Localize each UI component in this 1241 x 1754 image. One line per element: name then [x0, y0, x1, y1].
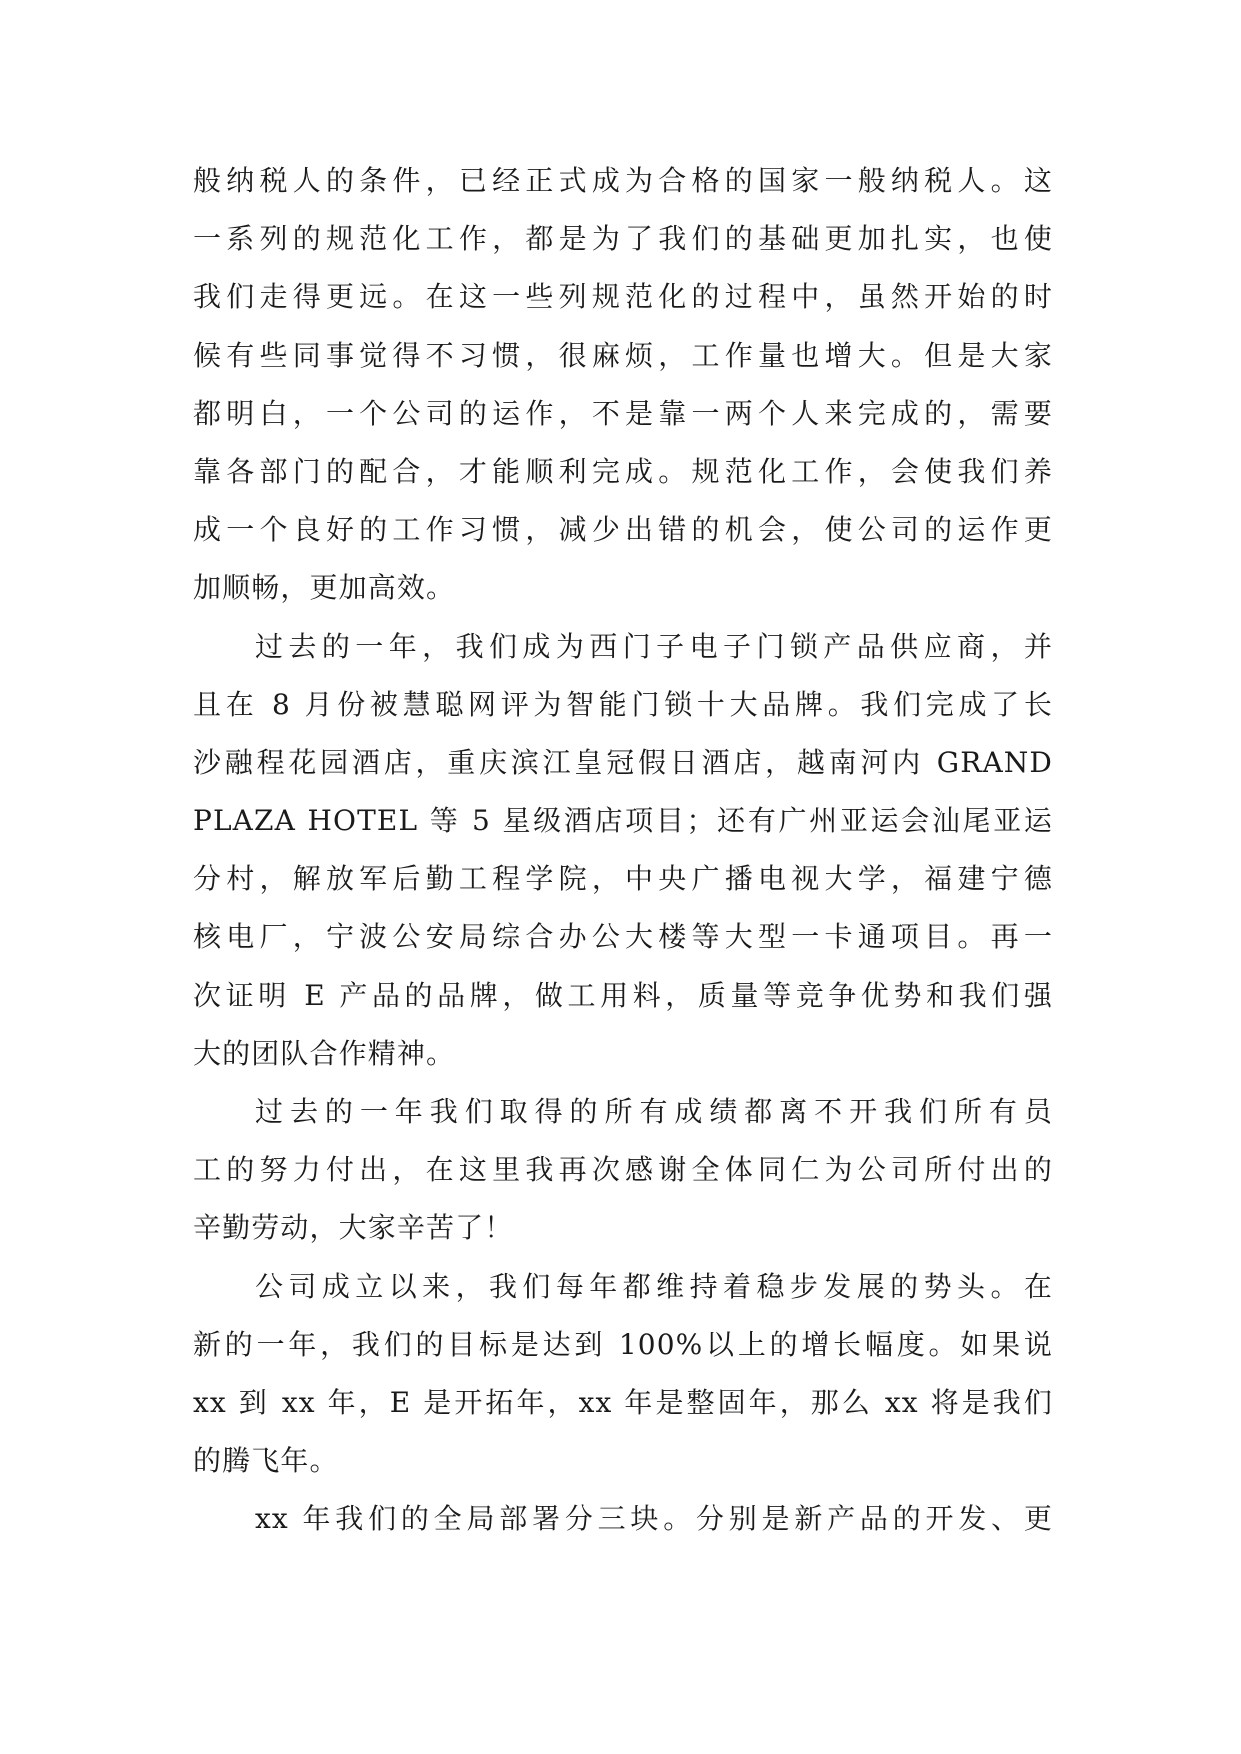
text-line: 加顺畅，更加高效。: [193, 571, 456, 605]
text-line: xx 年我们的全局部署分三块。分别是新产品的开发、更: [255, 1502, 1053, 1536]
text-line: 的腾飞年。: [193, 1444, 339, 1478]
text-line: 过去的一年，我们成为西门子电子门锁产品供应商，并: [255, 629, 1053, 663]
text-line: 过去的一年我们取得的所有成绩都离不开我们所有员: [255, 1095, 1053, 1128]
text-line: 靠各部门的配合，才能顺利完成。规范化工作，会使我们养: [193, 454, 1053, 488]
text-line: 一系列的规范化工作，都是为了我们的基础更加扎实，也使: [193, 222, 1053, 256]
text-line: 核电厂，宁波公安局综合办公大楼等大型一卡通项目。再一: [193, 920, 1053, 954]
text-line: PLAZA HOTEL 等 5 星级酒店项目；还有广州亚运会汕尾亚运: [193, 804, 1053, 838]
text-lines: [193, 152, 1053, 1549]
text-line: 我们走得更远。在这一些列规范化的过程中，虽然开始的时: [193, 280, 1053, 314]
text-line: 成一个良好的工作习惯，减少出错的机会，使公司的运作更: [193, 513, 1053, 547]
text-line: 大的团队合作精神。: [193, 1036, 456, 1070]
text-line: 辛勤劳动，大家辛苦了！: [193, 1211, 514, 1245]
document-body: [193, 152, 1053, 1549]
text-line: 且在 8 月份被慧聪网评为智能门锁十大品牌。我们完成了长: [193, 687, 1053, 721]
text-line: 公司成立以来，我们每年都维持着稳步发展的势头。在: [255, 1269, 1053, 1303]
text-line: 都明白，一个公司的运作，不是靠一两个人来完成的，需要: [193, 396, 1053, 430]
text-line: 沙融程花园酒店，重庆滨江皇冠假日酒店，越南河内 GRAND: [193, 745, 1053, 779]
text-line: 般纳税人的条件，已经正式成为合格的国家一般纳税人。这: [193, 164, 1053, 197]
text-line: 候有些同事觉得不习惯，很麻烦，工作量也增大。但是大家: [193, 338, 1053, 372]
text-line: 新的一年，我们的目标是达到 100%以上的增长幅度。如果说: [193, 1327, 1053, 1361]
text-line: xx 到 xx 年，E 是开拓年，xx 年是整固年，那么 xx 将是我们: [193, 1385, 1053, 1419]
text-line: 分村，解放军后勤工程学院，中央广播电视大学，福建宁德: [193, 862, 1053, 896]
text-line: 次证明 E 产品的品牌，做工用料，质量等竞争优势和我们强: [193, 978, 1053, 1012]
text-line: 工的努力付出，在这里我再次感谢全体同仁为公司所付出的: [193, 1153, 1053, 1187]
